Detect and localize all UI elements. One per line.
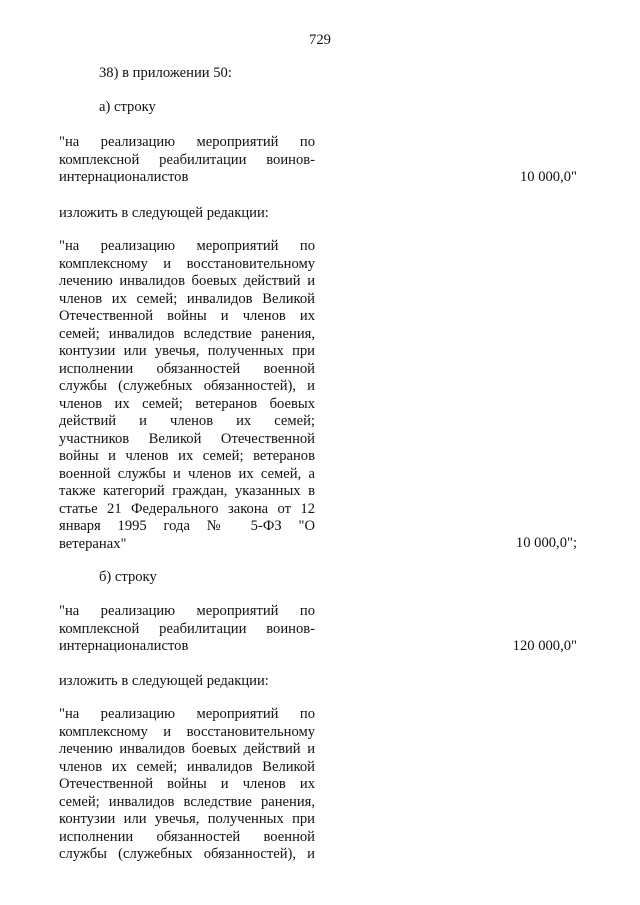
- page-number: 729: [309, 32, 331, 48]
- text-line: комплексному и восстановительному: [59, 255, 315, 272]
- text-line: также категорий граждан, указанных в: [59, 483, 315, 499]
- old-row-a-text: [59, 134, 315, 187]
- text-line: военной службы и членов их семей, а: [59, 465, 315, 482]
- text-line: ветеранах": [59, 535, 127, 552]
- new-row-b-text: [59, 706, 315, 864]
- subitem-a-label: а) строку: [99, 99, 156, 115]
- text-line: лечению инвалидов боевых действий и: [59, 741, 315, 757]
- text-line: января 1995 года № 5-ФЗ "О: [59, 518, 315, 534]
- text-line: семей; инвалидов вследствие ранения,: [59, 325, 315, 342]
- text-line: исполнении обязанностей военной: [59, 360, 315, 377]
- text-line: членов их семей; инвалидов Великой: [59, 758, 315, 775]
- text-line: Отечественной войны и членов их: [59, 776, 315, 792]
- old-row-b-text: [59, 603, 315, 656]
- text-line: комплексной реабилитации воинов-: [59, 151, 315, 168]
- text-line: действий и членов их семей;: [59, 413, 315, 429]
- replace-instruction-a: изложить в следующей редакции:: [59, 205, 269, 221]
- text-line: комплексной реабилитации воинов-: [59, 620, 315, 637]
- text-line: контузии или увечья, полученных при: [59, 811, 315, 827]
- text-line: лечению инвалидов боевых действий и: [59, 273, 315, 289]
- new-row-a-amount: 10 000,0";: [515, 535, 577, 551]
- subitem-b-label: б) строку: [99, 569, 157, 585]
- text-line: "на реализацию мероприятий по: [59, 706, 315, 722]
- text-line: "на реализацию мероприятий по: [59, 134, 315, 150]
- text-line: "на реализацию мероприятий по: [59, 603, 315, 619]
- new-row-a-text: [59, 238, 315, 553]
- text-line: участников Великой Отечественной: [59, 430, 315, 447]
- text-line: семей; инвалидов вследствие ранения,: [59, 793, 315, 810]
- replace-instruction-b: изложить в следующей редакции:: [59, 673, 269, 689]
- old-row-a-amount: 10 000,0": [519, 169, 577, 185]
- old-row-b-amount: 120 000,0": [512, 638, 577, 654]
- text-line: статье 21 Федерального закона от 12: [59, 500, 315, 517]
- text-line: "на реализацию мероприятий по: [59, 238, 315, 254]
- section-heading: 38) в приложении 50:: [99, 65, 232, 81]
- text-line: войны и членов их семей; ветеранов: [59, 448, 315, 464]
- text-line: интернационалистов: [59, 638, 189, 654]
- text-line: службы (служебных обязанностей), и: [59, 846, 315, 862]
- text-line: членов их семей; инвалидов Великой: [59, 290, 315, 307]
- text-line: интернационалистов: [59, 169, 189, 185]
- text-line: службы (служебных обязанностей), и: [59, 378, 315, 394]
- text-line: комплексному и восстановительному: [59, 723, 315, 740]
- text-line: контузии или увечья, полученных при: [59, 343, 315, 359]
- text-line: исполнении обязанностей военной: [59, 828, 315, 845]
- text-line: Отечественной войны и членов их: [59, 308, 315, 324]
- text-line: членов их семей; ветеранов боевых: [59, 395, 315, 412]
